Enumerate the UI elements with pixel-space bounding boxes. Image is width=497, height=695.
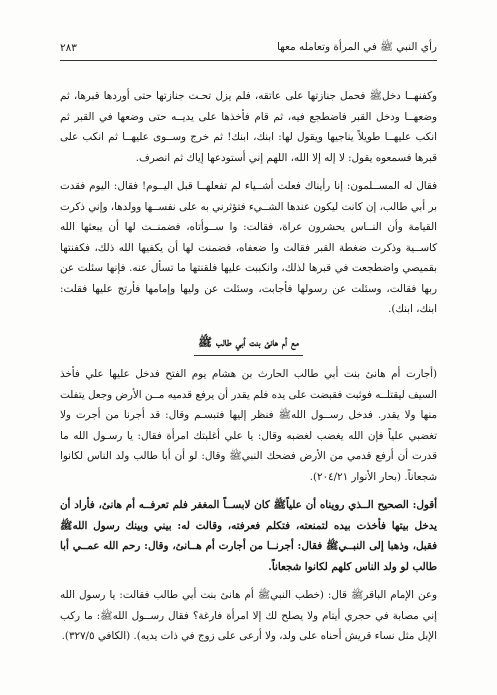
header-rule [60,60,437,61]
running-header [60,40,437,56]
paragraph: وكفنهــا دخلﷺ فحمل جنازتها على عاتقه، فلم يزل تحـت جنازتها حتى أوردها قبرها، ثم وضعهــا ودخل القبر فاضطجع فيه، ثم قام فأخذها على يديــه حتى وضعها في القبر ثم انكب عليهــا طويلاً يناجيها ويقول لها: ابنك، ابنك! ثم خرج وســوى عليهــا ثم انكب على قبرها فسمعوه يقول: لا إله إلا الله، اللهم إني أستودعها إياك ثم انصرف. [60,90,437,164]
paragraph: فقال له المســلمون: إنا رأيناك فعلت أشــياء لم تفعلهــا قبل اليــوم! فقال: اليوم فقدت بر أبي طالب، إن كانت ليكون عندها الشــيء فتؤثرني به على نفســها وولدها، وإني ذكرت القيامة وأن النــاس يحشرون عراة، فقالت: وا ســوأتاه، فضمنــت لها أن يبعثها الله كاســية وذكرت ضغطة القبر فقالت وا ضعفاه، فضمنت لها أن يكفيها الله ذلك، فكفنتها بقميصي واضطجعت في قبرها لذلك، وانكببت عليها فلقنتها ما تسأل عنه. فإنها سئلت عن ربها فقالت، وسئلت عن رسولها فأجابت، وسئلت عن وليها وإمامها فأرتج عليها فقلت: ابنك، ابنك). [60,180,437,315]
section-heading-wrap [60,332,437,357]
running-title: رأي النبي ﷺ في المرأة وتعامله معها [276,40,437,53]
body-text [60,86,437,647]
paragraph-bold: أقول: الصحيح الــذي رويناه أن علياًﷺ كان لابســاً المغفر فلم تعرفــه أم هانئ، فأراد أن يدخل بيتها فأخذت بيده لتمنعته، فتكلم فعرفته، وقالت له: بيني وبينك رسول اللهﷺ فقبل، وذهبا إلى النبــيﷺ فقال: أجرنــا من أجارت أم هــانئ، وقال: رحم الله عمــي أبا طالب لو ولد الناس كلهم لكانوا شجعاناً. [60,499,437,573]
paragraph: وعن الإمام الباقرﷺ قال: (خطب النبيﷺ أم هانئ بنت أبي طالب فقالت: يا رسول الله إني مصابة في حجري أيتام ولا يصلح لك إلا امرأة فارغة؟ فقال رســول اللهﷺ: ما ركب الإبل مثل نساء قريش أحناه على ولد، ولا أرعى على زوج في ذات يديه). (الكافي ٣٢٧/٥). [60,589,437,642]
paragraph: (أجارت أم هانئ بنت أبي طالب الحارث بن هشام يوم الفتح فدخل عليها علي فأخذ السيف ليقتلــه فوثبت فقبضت على يده فلم يقدر أن يرفع قدميه مــن الأرض وجعل يتفلت منها ولا يقدر. فدخل رســول اللهﷺ فنظر إليها فتبسـم وقال: قد أجرنا من أجرت ولا تغضبي علياً فإن الله يغضب لغضبه وقال: يا علي أغلبتك امرأة فقال: يا رسـول الله ما قدرت أن أرفع قدمي من الأرض فضحك النبيﷺ وقال: لو أن أبا طالب ولد الناس لكانوا شجعاناً. (بحار الأنوار ٢٠٤/٢١). [60,368,437,483]
page-number: ٢٨٣ [60,42,77,54]
section-heading: مع أم هانئ بنت أبي طالب ﷺ [194,332,303,357]
